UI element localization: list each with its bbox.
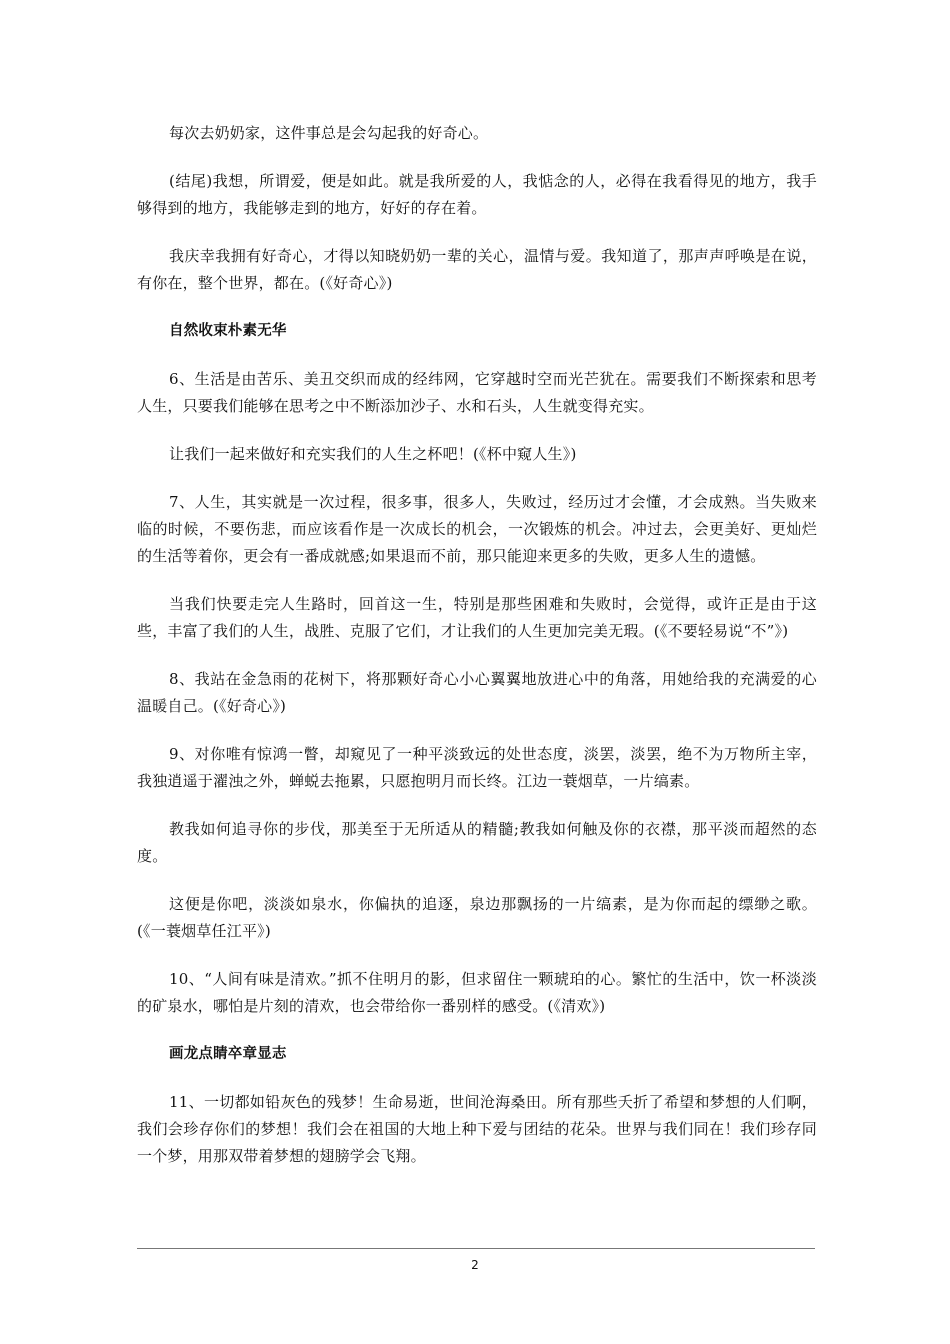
paragraph: 7、人生，其实就是一次过程，很多事，很多人，失败过，经历过才会懂，才会成熟。当失败来临的时候，不要伤悲，而应该看作是一次成长的机会，一次锻炼的机会。冲过去，会更美好、更灿烂的生活等着你，更会有一番成就感;如果退而不前，那只能迎来更多的失败，更多人生的遗憾。 [137,493,817,565]
paragraph: 11、一切都如铅灰色的残梦！生命易逝，世间沧海桑田。所有那些夭折了希望和梦想的人们啊，我们会珍存你们的梦想！我们会在祖国的大地上种下爱与团结的花朵。世界与我们同在！我们珍存同一个梦，用那双带着梦想的翅膀学会飞翔。 [137,1093,817,1165]
paragraph: 10、“人间有味是清欢。”抓不住明月的影，但求留住一颗琥珀的心。繁忙的生活中，饮一杯淡淡的矿泉水，哪怕是片刻的清欢，也会带给你一番别样的感受。(《清欢》) [137,970,817,1015]
paragraph: 9、对你唯有惊鸿一瞥，却窥见了一种平淡致远的处世态度，淡罢，淡罢，绝不为万物所主宰，我独逍遥于濯浊之外，蝉蜕去拖累，只愿抱明月而长终。江边一蓑烟草，一片缟素。 [137,745,817,790]
section-heading: 画龙点睛卒章显志 [169,1046,287,1062]
page-number: 2 [471,1258,479,1272]
section-heading: 自然收束朴素无华 [169,323,287,339]
document-body [137,120,817,1191]
paragraph: 让我们一起来做好和充实我们的人生之杯吧！(《杯中窥人生》) [169,445,577,463]
paragraph: 每次去奶奶家，这件事总是会勾起我的好奇心。 [169,124,489,142]
paragraph: 8、我站在金急雨的花树下，将那颗好奇心小心翼翼地放进心中的角落，用她给我的充满爱的心温暖自己。(《好奇心》) [137,670,817,715]
footer-divider [137,1248,815,1249]
paragraph: 这便是你吧，淡淡如泉水，你偏执的追逐，泉边那飘扬的一片缟素，是为你而起的缥缈之歌。(《一蓑烟草任江平》) [137,895,817,940]
paragraph: 教我如何追寻你的步伐，那美至于无所适从的精髓;教我如何触及你的衣襟，那平淡而超然的态度。 [137,820,817,865]
paragraph: (结尾)我想，所谓爱，便是如此。就是我所爱的人，我惦念的人，必得在我看得见的地方，我手够得到的地方，我能够走到的地方，好好的存在着。 [137,172,817,217]
paragraph: 我庆幸我拥有好奇心，才得以知晓奶奶一辈的关心，温情与爱。我知道了，那声声呼唤是在说，有你在，整个世界，都在。(《好奇心》) [137,247,817,292]
paragraph: 当我们快要走完人生路时，回首这一生，特别是那些困难和失败时，会觉得，或许正是由于这些，丰富了我们的人生，战胜、克服了它们，才让我们的人生更加完美无瑕。(《不要轻易说“不”》) [137,595,817,640]
paragraph: 6、生活是由苦乐、美丑交织而成的经纬网，它穿越时空而光芒犹在。需要我们不断探索和思考人生，只要我们能够在思考之中不断添加沙子、水和石头，人生就变得充实。 [137,370,817,415]
